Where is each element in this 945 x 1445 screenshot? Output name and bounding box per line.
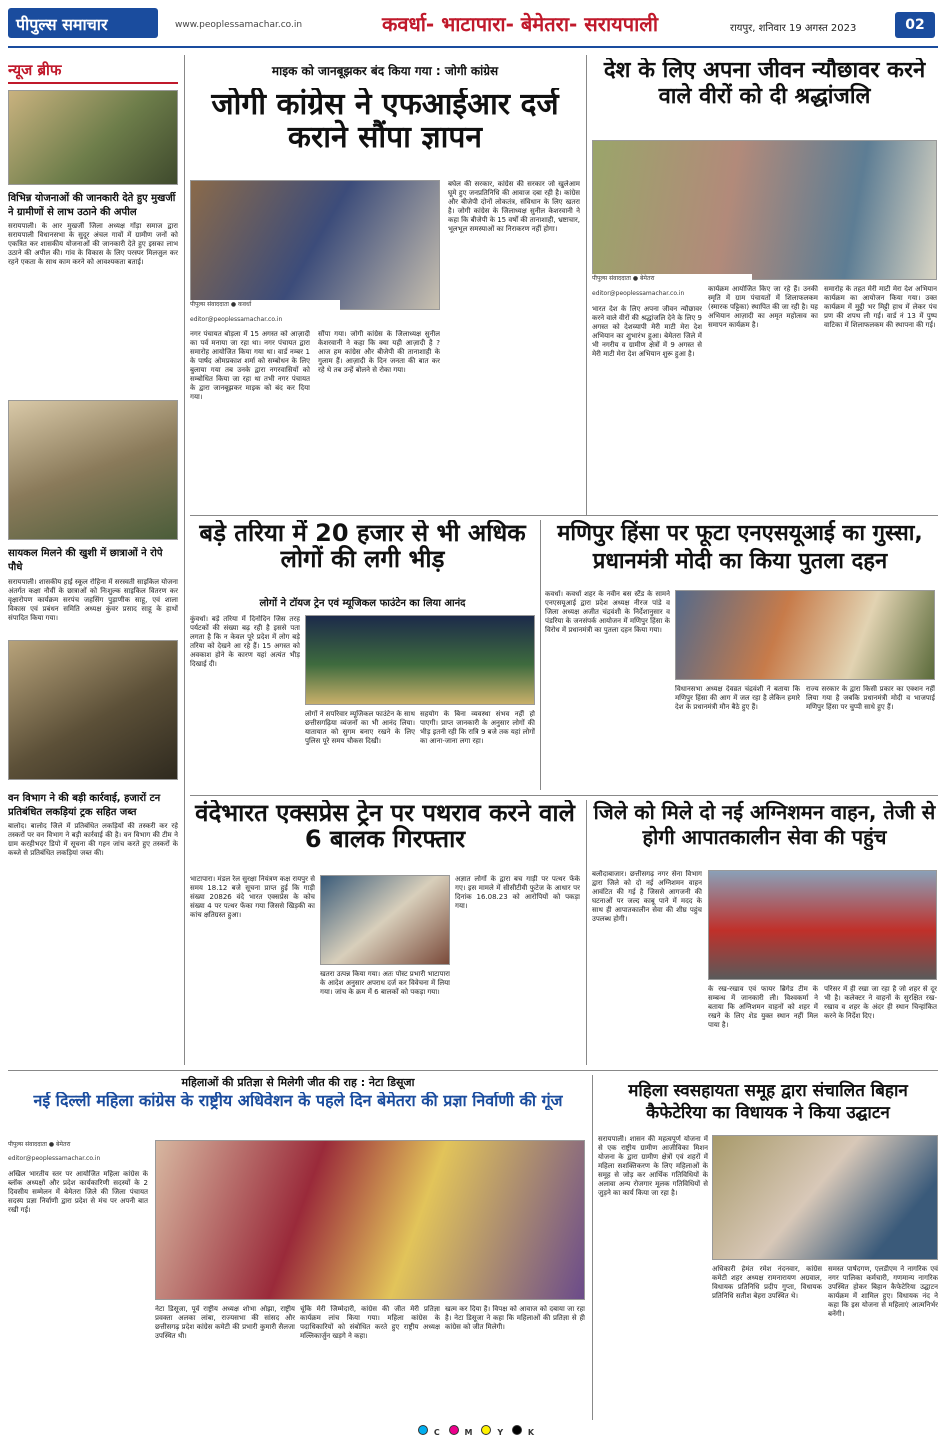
jogi-headline: जोगी कांग्रेस ने एफआईआर दर्ज कराने सौंपा ज्ञापन <box>211 88 559 154</box>
bihan-photo <box>712 1135 938 1260</box>
congress-text-1: अखिल भारतीय स्तर पर आयोजित महिला कांग्रेस के ब्लॉक अध्यक्षों और प्रदेश कार्यकारिणी सदस्यों के 2 दिवसीय सम्मेलन में बेमेतरा जिले की जिला पंचायत सदस्य प्रज्ञा निर्वाणी द्वारा प्रदेश से मंच पर अपनी बात रखी गई। <box>8 1170 148 1214</box>
vande-headline: वंदेभारत एक्सप्रेस ट्रेन पर पथराव करने वाले 6 बालक गिरफ्तार <box>195 800 575 853</box>
tribute-credit: पीपुल्स संवाददाता ● बेमेतरा <box>592 274 752 286</box>
masthead-rule <box>8 46 938 48</box>
brief-3-text: बालोद। बालोद जिले में प्रतिबंधित लकड़ियों की तस्करी कर रहे तस्करों पर वन विभाग ने बड़ी कार्रवाई की है। वन विभाग की टीम ने ग्राम करहीभदर डिपो में सूचना की गहन जांच करते हुए तस्करों के कब्जे से प्रतिबंधित लकड़ियां जब्त की। <box>8 822 178 857</box>
manipur-headline: मणिपुर हिंसा पर फूटा एनएसयूआई का गुस्सा, प्रधानमंत्री मोदी का किया पुतला दहन <box>557 521 923 574</box>
brief-3-title: वन विभाग ने की बड़ी कार्रवाई, हजारों टन प्रतिबंधित लकड़ियां ट्रक सहित जब्त <box>8 793 161 818</box>
vande-photo <box>320 875 450 965</box>
congress-photo <box>155 1140 585 1300</box>
taria-text-2: लोगों ने सपरिवार म्यूजिकल फाउंटेन के साथ छत्तीसगढ़िया व्यंजनों का भी आनंद लिया। यातायात को सुगम बनाए रखने के लिए पुलिस पूरे समय चौकस दिखी। <box>305 710 415 745</box>
news-brief-photo-2 <box>8 400 178 540</box>
jogi-email[interactable]: editor@peoplessamachar.co.in <box>190 316 340 326</box>
manipur-text-3: राज्य सरकार के द्वारा किसी प्रकार का एक्शन नहीं लिया गया है जबकि प्रधानमंत्री मोदी व भाजपाई मणिपुर हिंसा पर चुप्पी साधे हुए हैं। <box>806 685 935 711</box>
taria-kicker: लोगों ने टॉयज ट्रेन एवं म्यूजिकल फाउंटेन का लिया आनंद <box>259 598 466 609</box>
section-rule <box>8 1070 938 1071</box>
masthead-date: रायपुर, शनिवार 19 अगस्त 2023 <box>730 23 857 34</box>
news-brief-photo-1 <box>8 90 178 185</box>
brief-2-title: सायकल मिलने की खुशी में छात्राओं ने रोपे पौधे <box>8 548 163 573</box>
congress-text-2: नेटा डिसूजा, पूर्व राष्ट्रीय अध्यक्ष शोभा ओझा, राष्ट्रीय प्रवक्ता अलका लांबा, राज्यसभा की सांसद और छत्तीसगढ़ प्रदेश कांग्रेस कमेटी की प्रभारी कुमारी सैलजा उपस्थित थी। <box>155 1305 295 1340</box>
bihan-text-1: सरायपाली। शासन की महत्वपूर्ण योजना में से एक राष्ट्रीय ग्रामीण आजीविका मिशन योजना के द्वारा ग्रामीण क्षेत्रों एवं शहरों में महिला सशक्तिकरण के लिए महिलाओं के समूह से जोड़ कर आर्थिक गतिविधियों के अलावा अन्य रोजगार मूलक गतिविधियों से जुड़ने का कार्य किया जा रहा है। <box>598 1135 708 1197</box>
section-rule <box>190 515 938 516</box>
congress-email[interactable]: editor@peoplessamachar.co.in <box>8 1155 148 1165</box>
fire-text-2: के रख-रखाव एवं फायर ब्रिगेड टीम के सम्बन्ध में जानकारी ली। विश्वकर्मा ने बताया कि अग्निशमन वाहनों को शहर में रखने के लिए शेड युक्त स्थान नहीं मिल पाया है। <box>708 985 818 1029</box>
fire-text-3: परिसर में ही रखा जा रहा है जो शहर से दूर भी है। कलेक्टर ने वाहनों के सुरक्षित रख-रखाव व शहर के अंदर ही स्थान चिन्हांकित करने के निर्देश दिए। <box>824 985 937 1020</box>
yellow-dot-icon <box>481 1425 491 1435</box>
masthead-cities: कवर्धा- भाटापारा- बेमेतरा- सरायपाली <box>381 12 659 36</box>
taria-text-1: कुंवर्धा। बड़े तरिया में दिनोदिन जिस तरह पर्यटकों की संख्या बढ़ रही है इससे पता लगता है कि न केवल पूरे प्रदेश में लोग बड़े तरिया को देखने आ रहे हैं। 15 अगस्त को अवकाश होने के कारण यहां अत्यंत भीड़ दिखाई दी। <box>190 615 300 668</box>
fire-text-1: बलौदाबाजार। छत्तीसगढ़ नगर सेना विभाग द्वारा जिले को दो नई अग्निशमन वाहन आवंटित की गई है जिससे आगजनी की घटनाओं पर जल्द काबू पाने में मदद के साथ ही आपातकालीन सेवा की शीघ्र पहुंच उपलब्ध होगी। <box>592 870 702 923</box>
black-label: K <box>527 1428 535 1437</box>
manipur-text-1: कवर्धा। कवर्धा शहर के नवीन बस स्टैंड के सामने एनएसयूआई द्वारा प्रदेश अध्यक्ष नीरज पांडे व जिला अध्यक्ष अजीत चंद्रवंशी के निर्देशानुसार व पंडरिया के जनसंपर्क आयोजन में मणिपुर हिंसा के विरोध में प्रधानमंत्री का पुतला दहन किया गया। <box>545 590 670 634</box>
brief-1-title: विभिन्न योजनाओं की जानकारी देते हुए मुखर्जी ने ग्रामीणों से लाभ उठाने की अपील <box>8 193 176 218</box>
column-rule <box>586 800 587 1065</box>
cyan-dot-icon <box>418 1425 428 1435</box>
tribute-text-3: समारोह के तहत मेरी माटी मेरा देश अभियान कार्यक्रम का आयोजन किया गया। उक्त कार्यक्रम में मुट्ठी भर मिट्टी हाथ में लेकर पंच प्रण की शपथ ली गई। वार्ड नं 13 में पुष्प वाटिका में शिलाफलकम की स्थापना की गई। <box>824 285 937 329</box>
black-dot-icon <box>512 1425 522 1435</box>
tribute-text-2: कार्यक्रम आयोजित किए जा रहे हैं। उनकी स्मृति में ग्राम पंचायतों में शिलाफलकम (स्मारक पट्टिका) स्थापित की जा रही है। यह अभियान आज़ादी का अमृत महोत्सव का समापन कार्यक्रम है। <box>708 285 818 329</box>
fire-photo <box>708 870 937 980</box>
news-brief-photo-3 <box>8 640 178 780</box>
news-brief-label: न्यूज ब्रीफ <box>8 60 178 84</box>
jogi-text-3: बघेल की सरकार, कांग्रेस की सरकार जो खुलेआम घूमे हुए जनप्रतिनिधि की आवाज दबा रही है। कांग्रेस और बीजेपी दोनों लोकतंत्र, संविधान के लिए खतरा है। जोगी कांग्रेस के जिलाध्यक्ष सुनील केशरवानी ने कहा कि बीजेपी के 15 वर्षों की तानाशाही, भ्रष्टाचार, भूलभूल समस्याओं का निराकरण नहीं होगा। <box>448 180 580 233</box>
congress-headline: नई दिल्ली महिला कांग्रेस के राष्ट्रीय अधिवेशन के पहले दिन बेमेतरा की प्रज्ञा निर्वाणी की गूंज <box>33 1092 563 1110</box>
vande-text-3: अज्ञात लोगों के द्वारा बच गाड़ी पर पत्थर फेंके गए। इस मामले में सीसीटीवी फुटेज के आधार पर दिनांक 16.08.23 को आरोपियों को पकड़ा गया। <box>455 875 580 910</box>
congress-text-4: खत्म कर दिया है। विपक्ष को आवाज को दबाया जा रहा है। नेटा डिसूजा ने कहा कि महिलाओं की प्रतिज्ञा से ही कांग्रेस को जीत मिलेगी। <box>445 1305 585 1331</box>
jogi-photo <box>190 180 440 310</box>
section-rule <box>190 795 938 796</box>
jogi-kicker: माइक को जानबूझकर बंद किया गया : जोगी कांग्रेस <box>271 64 499 78</box>
congress-kicker: महिलाओं की प्रतिज्ञा से मिलेगी जीत की राह : नेटा डिसूजा <box>181 1076 415 1089</box>
tribute-text-1: भारत देश के लिए अपना जीवन न्यौछावर करने वाले वीरों की श्रद्धांजलि देने के लिए 9 अगस्त को देशव्यापी मेरी माटी मेरा देश अभियान का शुभारंभ हुआ। बेमेतरा जिले में भी नगरीय व ग्रामीण क्षेत्रों में 9 अगस्त से मेरी माटी मेरा देश अभियान शुरू हुआ है। <box>592 305 702 358</box>
taria-text-3: सहयोग के बिना व्यवस्था संभव नहीं हो पाएगी। प्राप्त जानकारी के अनुसार लोगों की भीड़ इतनी रही कि रात्रि 9 बजे तक यहां लोगों का आना-जाना लगा रहा। <box>420 710 535 745</box>
masthead-url[interactable]: www.peoplessamachar.co.in <box>175 20 303 30</box>
congress-credit: पीपुल्स संवाददाता ● बेमेतरा <box>8 1140 148 1152</box>
jogi-credit: पीपुल्स संवाददाता ● कवर्धा <box>190 300 340 312</box>
bihan-text-3: समस्त पार्षदगण, एलडीएम ने नागरिक एवं नगर पालिका कर्मचारी, गणमान्य नागरिक उपस्थित होकर बिहान कैफेटेरिया उद्घाटन कार्यक्रम में शामिल हुए। विधायक नंद ने कहा कि इस योजना से महिलाएं आत्मनिर्भर बनेंगी। <box>828 1265 938 1318</box>
congress-text-3: चूंकि मेरी जिम्मेदारी, कांग्रेस की जीत मेरी प्रतिज्ञा कार्यक्रम लांच किया गया। महिला कांग्रेस के पदाधिकारियों को संबोधित करते हुए राष्ट्रीय अध्यक्ष मल्लिकार्जुन खड़गे ने कहा। <box>300 1305 440 1340</box>
brief-1-text: सरायपाली। के आर मुखर्जी जिला अध्यक्ष गोंड़ा समाज द्वारा सरायपाली विधानसभा के सुदूर अंचल गावों में ग्रामीण जनों को एकत्रित कर शासकीय योजनाओं की जानकारी देते हुए इसका लाभ उठाने की अपील की। गांव के विकास के लिए परस्पर मिलजुल कर रहने एकता के साथ काम करने को आवश्यकता बताई। <box>8 222 178 266</box>
tribute-email[interactable]: editor@peoplessamachar.co.in <box>592 290 752 300</box>
yellow-label: Y <box>497 1428 504 1437</box>
cyan-label: C <box>433 1428 440 1437</box>
manipur-photo <box>675 590 935 680</box>
jogi-text-1: नगर पंचायत बोड़ला में 15 अगस्त को आज़ादी का पर्व मनाया जा रहा था। नगर पंचायत द्वारा समारोह आयोजित किया गया था। वार्ड नम्बर 1 के पार्षद ओमप्रकाश शर्मा को सम्बोधन के लिए बुलाया गया तब उनके द्वारा नगरवासियों को सम्बोधित किया जा रहा था तभी नगर पंचायत के द्वारा जानबूझकर माइक को बंद कर दिया गया। <box>190 330 310 401</box>
manipur-text-2: विधानसभा अध्यक्ष देवव्रत चंद्रवंशी ने बताया कि मणिपुर हिंसा की आग में जल रहा है लेकिन हमारे देश के प्रधानमंत्री मौन बैठे हुए हैं। <box>675 685 800 711</box>
vande-text-1: भाटापारा। मंडल रेल सुरक्षा नियंत्रण कक्ष रायपुर से समय 18.12 बजे सूचना प्राप्त हुई कि गाड़ी संख्या 20826 वंदे भारत एक्सप्रेस के कोच संख्या 4 पर पत्थर फेंका गया जिससे खिड़की का कांच क्षतिग्रस्त हुआ। <box>190 875 315 919</box>
jogi-text-2: सौंपा गया। जोगी कांग्रेस के जिलाध्यक्ष सुनील केशरवानी ने कहा कि क्या यही आज़ादी है ? आज हम कांग्रेस और बीजेपी की तानाशाही के गुलाम हैं। आज़ादी के दिन जनता की बात कर रहे थे तब उन्हें बोलने से रोका गया। <box>318 330 440 374</box>
tribute-photo <box>592 140 937 280</box>
fire-headline: जिले को मिले दो नई अग्निशमन वाहन, तेजी से होगी आपातकालीन सेवा की पहुंच <box>593 800 936 849</box>
vande-text-2: खतरा उत्पन्न किया गया। अतः पोस्ट प्रभारी भाटापारा के आदेश अनुसार अपराध दर्ज कर विवेचना में लिया गया। जांच के क्रम में 6 बालकों को पकड़ा गया। <box>320 970 450 996</box>
registration-marks <box>8 1425 938 1441</box>
column-rule <box>184 55 185 1065</box>
column-rule <box>586 55 587 515</box>
taria-photo <box>305 615 535 705</box>
tribute-headline: देश के लिए अपना जीवन न्यौछावर करने वाले वीरों को दी श्रद्धांजलि <box>603 58 926 110</box>
bihan-text-2: अधिकारी हेमंत रमेश नंदनवार, कांग्रेस कमेटी शहर अध्यक्ष रामनारायण अग्रवाल, विधायक प्रतिनिधि प्रदीप गुप्ता, विधायक प्रतिनिधि सतीश बेहरा उपस्थित थे। <box>712 1265 822 1300</box>
magenta-dot-icon <box>449 1425 459 1435</box>
bihan-headline: महिला स्वसहायता समूह द्वारा संचालित बिहान कैफेटेरिया का विधायक ने किया उद्घाटन <box>628 1081 908 1124</box>
masthead-brand: पीपुल्स समाचार <box>8 8 158 38</box>
taria-headline: बड़े तरिया में 20 हजार से भी अधिक लोगों की लगी भीड़ <box>199 520 526 573</box>
page-number: 02 <box>895 12 935 38</box>
column-rule <box>592 1075 593 1420</box>
column-rule <box>540 520 541 790</box>
magenta-label: M <box>464 1428 473 1437</box>
brief-2-text: सरायपाली। शासकीय हाई स्कूल रोहिना में सरस्वती साइकिल योजना अंतर्गत कक्षा नौवीं के छात्राओं को निःशुल्क साइकिल वितरण कर वृक्षारोपण कार्यक्रम सरपंच जहसिंग पुड़ाणीक साहू, एवं शाला विकास एवं प्रबंधन समिति अध्यक्ष कुंवर प्रसाद साहू के हाथों संपादित किया गया। <box>8 578 178 622</box>
